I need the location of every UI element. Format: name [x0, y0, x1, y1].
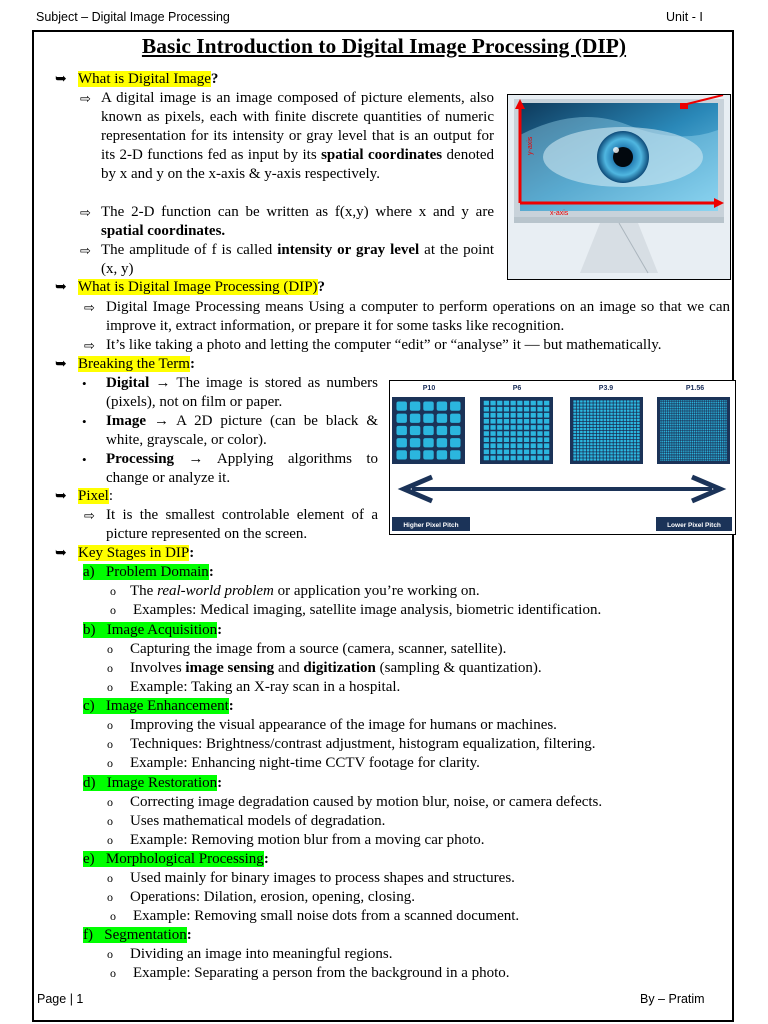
circle-bullet-icon: o [107, 814, 113, 828]
circle-bullet-icon: o [110, 909, 116, 923]
pitch-label: P10 [422, 385, 436, 392]
circle-bullet-icon: o [107, 890, 113, 904]
stage-line: Example: Separating a person from the background in a photo. [133, 965, 510, 981]
header-unit: Unit - I [666, 10, 703, 24]
section-bullet-icon: ➥ [55, 72, 67, 87]
paragraph: A digital image is an image composed of picture elements, also known as pixels, each with finite discrete quantities of numeric representation for its intensity or gray level that is an output for its 2-D functions fed as input by its spatial coordinates denoted by x and y on the x-axis & y-axis respectively. [101, 90, 495, 182]
arrow-bullet-icon: ⇨ [84, 508, 95, 523]
paragraph: It is the smallest controlable element of a picture represented on the screen. [106, 507, 378, 542]
stage-line: Example: Removing small noise dots from a scanned document. [133, 908, 520, 924]
stage-line: The real-world problem or application you’re working on. [130, 583, 480, 599]
stage-line: Uses mathematical models of degradation. [130, 813, 386, 829]
eye-monitor-image [507, 94, 731, 280]
stage-line: Techniques: Brightness/contrast adjustment, histogram equalization, filtering. [130, 736, 596, 752]
stage-line: Improving the visual appearance of the image for humans or machines. [130, 717, 557, 733]
circle-bullet-icon: o [107, 680, 113, 694]
circle-bullet-icon: o [107, 871, 113, 885]
circle-bullet-icon: o [107, 947, 113, 961]
pitch-label: P3.9 [598, 385, 614, 392]
circle-bullet-icon: o [107, 661, 113, 675]
section-heading: Pixel: [78, 488, 114, 504]
page-number: Page | 1 [37, 992, 84, 1006]
circle-bullet-icon: o [110, 584, 116, 598]
list-item: Processing → Applying algorithms to change or analyze it. [106, 451, 378, 486]
circle-bullet-icon: o [110, 966, 116, 980]
list-item: Digital → The image is stored as numbers (pixels), not on film or paper. [106, 375, 378, 410]
arrow-bullet-icon: ⇨ [80, 91, 91, 106]
dot-bullet-icon: • [82, 414, 87, 429]
arrow-bullet-icon: ⇨ [84, 300, 95, 315]
stage-heading: b) Image Acquisition: [83, 622, 223, 638]
pitch-label: P6 [512, 385, 522, 392]
x-axis-label: x-axis [550, 210, 569, 217]
stage-line: Example: Enhancing night-time CCTV footage for clarity. [130, 755, 480, 771]
stage-line: Involves image sensing and digitization (sampling & quantization). [130, 660, 542, 676]
stage-heading: d) Image Restoration: [83, 775, 223, 791]
section-bullet-icon: ➥ [55, 546, 67, 561]
stage-heading: a) Problem Domain: [83, 564, 214, 580]
dot-bullet-icon: • [82, 452, 87, 467]
arrow-bullet-icon: ⇨ [80, 205, 91, 220]
stage-heading: c) Image Enhancement: [83, 698, 234, 714]
dot-bullet-icon: • [82, 376, 87, 391]
arrow-bullet-icon: ⇨ [80, 243, 91, 258]
paragraph: The amplitude of f is called intensity or gray level at the point (x, y) [101, 242, 495, 277]
arrow-bullet-icon: ⇨ [84, 338, 95, 353]
paragraph: The 2-D function can be written as f(x,y) where x and y are spatial coordinates. [101, 204, 494, 239]
stage-line: Operations: Dilation, erosion, opening, closing. [130, 889, 415, 905]
pixel-pitch-image [389, 380, 736, 535]
stage-line: Used mainly for binary images to process shapes and structures. [130, 870, 515, 886]
section-heading: Breaking the Term: [78, 356, 195, 372]
section-heading: Key Stages in DIP: [78, 545, 195, 561]
section-bullet-icon: ➥ [55, 357, 67, 372]
header-subject: Subject – Digital Image Processing [36, 10, 230, 24]
stage-line: Example: Removing motion blur from a moving car photo. [130, 832, 485, 848]
section-heading: What is Digital Image? [78, 71, 219, 87]
circle-bullet-icon: o [110, 603, 116, 617]
circle-bullet-icon: o [107, 756, 113, 770]
pitch-tag-left: Higher Pixel Pitch [403, 522, 459, 529]
y-axis-label: y-axis [527, 136, 534, 155]
stage-line: Examples: Medical imaging, satellite image analysis, biometric identification. [133, 602, 602, 618]
stage-heading: f) Segmentation: [83, 927, 192, 943]
list-item: Image → A 2D picture (can be black & white, grayscale, or color). [106, 413, 378, 448]
pitch-label: P1.56 [685, 385, 705, 392]
author: By – Pratim [640, 992, 705, 1006]
stage-line: Example: Taking an X-ray scan in a hospital. [130, 679, 401, 695]
circle-bullet-icon: o [107, 795, 113, 809]
section-bullet-icon: ➥ [55, 280, 67, 295]
stage-line: Correcting image degradation caused by motion blur, noise, or camera defects. [130, 794, 603, 810]
stage-line: Dividing an image into meaningful regions. [130, 946, 393, 962]
paragraph: Digital Image Processing means Using a computer to perform operations on an image so that we can improve it, extract information, or prepare it for some tasks like recognition. [106, 299, 730, 334]
page-title: Basic Introduction to Digital Image Processing (DIP) [141, 34, 627, 58]
circle-bullet-icon: o [107, 642, 113, 656]
section-bullet-icon: ➥ [55, 489, 67, 504]
circle-bullet-icon: o [107, 718, 113, 732]
stage-heading: e) Morphological Processing: [83, 851, 269, 867]
paragraph: It’s like taking a photo and letting the computer “edit” or “analyse” it — but mathematically. [106, 337, 662, 353]
pitch-tag-right: Lower Pixel Pitch [667, 522, 721, 529]
circle-bullet-icon: o [107, 833, 113, 847]
section-heading: What is Digital Image Processing (DIP)? [78, 279, 326, 295]
stage-line: Capturing the image from a source (camera, scanner, satellite). [130, 641, 507, 657]
circle-bullet-icon: o [107, 737, 113, 751]
